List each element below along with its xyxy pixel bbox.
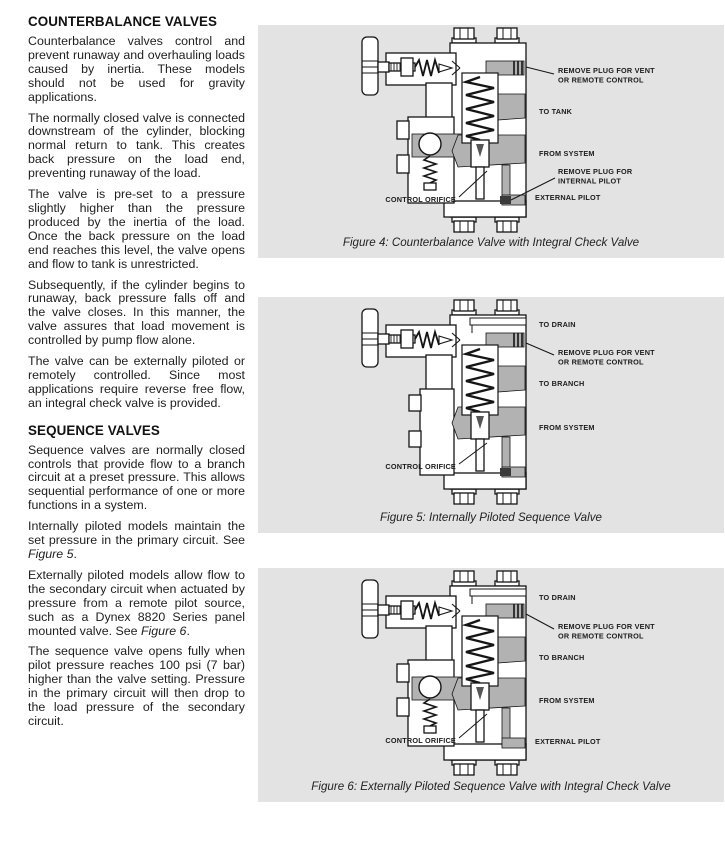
callout-external-pilot: EXTERNAL PILOT	[535, 193, 601, 202]
section-heading: SEQUENCE VALVES	[28, 422, 160, 438]
check-ball-icon	[419, 133, 441, 155]
valve-diagram	[258, 25, 724, 235]
poppet-stem	[476, 710, 484, 742]
figure-panel	[258, 297, 724, 533]
drain-channel	[470, 318, 526, 325]
body-neck	[426, 626, 452, 664]
figure-panel	[258, 25, 724, 258]
mounting-bolt-icon	[495, 300, 519, 315]
text-segment: The valve can be externally piloted or remotely controlled. Since most applications require reverse free flow, an integral check valve is provided.	[28, 354, 245, 410]
callout-from-system: FROM SYSTEM	[539, 149, 595, 158]
mounting-bolt-icon	[495, 489, 519, 504]
paragraph	[28, 279, 245, 349]
handle-stem	[378, 62, 389, 72]
callout-remove-plug-vent: REMOVE PLUG FOR VENT OR REMOTE CONTROL	[558, 66, 655, 85]
drain-channel	[470, 589, 526, 596]
paragraph	[28, 112, 245, 182]
body-neck	[426, 355, 452, 393]
callout-control-orifice: CONTROL ORIFICE	[385, 195, 456, 204]
text-segment: Counterbalance valves control and prevent runaway and overhauling loads caused by inertia. These models should not be used for gravity applications.	[28, 34, 245, 104]
mounting-bolt-icon	[452, 217, 476, 232]
mounting-bolt-icon	[452, 489, 476, 504]
locknut	[401, 601, 413, 619]
paragraph	[28, 444, 245, 514]
text-segment: The sequence valve opens fully when pilot pressure reaches 100 psi (7 bar) higher than the valve setting. Pressure in the primary circuit will then drop to the load pressure of the secondary circuit.	[28, 644, 245, 728]
text-segment: Subsequently, if the cylinder begins to runaway, back pressure falls off and the valve closes. In this manner, the valve assures that load movement is controlled by pump flow alone.	[28, 277, 245, 348]
body-ear	[409, 395, 421, 411]
mounting-bolt-icon	[495, 571, 519, 586]
internal-pilot-plug	[500, 468, 511, 476]
paragraph	[28, 569, 245, 639]
pilot-passage-horizontal	[502, 738, 525, 748]
adjust-handle-icon	[362, 37, 378, 95]
figure-reference: Figure 5	[28, 547, 74, 561]
text-segment: .	[186, 623, 190, 638]
callout-to-drain: TO DRAIN	[539, 593, 576, 602]
callout-from-system: FROM SYSTEM	[539, 696, 595, 705]
callout-control-orifice: CONTROL ORIFICE	[385, 462, 456, 471]
body-neck	[426, 83, 452, 121]
handle-stem	[378, 605, 389, 615]
text-segment: .	[73, 547, 77, 561]
callout-control-orifice: CONTROL ORIFICE	[385, 736, 456, 745]
text-segment: Sequence valves are normally closed controls that provide flow to a branch circuit at a preset pressure. This allows sequential performance of one or more functions in a system.	[28, 442, 245, 513]
mounting-bolt-icon	[452, 571, 476, 586]
text-segment: The normally closed valve is connected downstream of the cylinder, blocking normal return to tank. This creates back pressure on the load end, preventing runaway of the load.	[28, 110, 245, 181]
paragraph	[28, 520, 245, 562]
figure-caption: Figure 5: Internally Piloted Sequence Valve	[380, 511, 602, 524]
poppet-stem	[476, 167, 484, 199]
adjust-handle-icon	[362, 309, 378, 367]
check-screw	[424, 726, 436, 733]
text-segment: The valve is pre-set to a pressure slightly higher than the pressure produced by the inertia of the load. Once the back pressure on the load end reaches this level, the valve opens and flow to tank is unrestricted.	[28, 187, 245, 271]
mounting-bolt-icon	[452, 28, 476, 43]
callout-remove-plug-internal-pilot: REMOVE PLUG FOR INTERNAL PILOT	[558, 167, 633, 186]
article	[28, 6, 245, 736]
text-segment: Internally piloted models maintain the set pressure in the primary circuit. See	[28, 519, 245, 548]
callout-to-branch: TO BRANCH	[539, 379, 585, 388]
locknut	[401, 330, 413, 348]
section-heading: COUNTERBALANCE VALVES	[28, 14, 218, 29]
body-ear	[397, 664, 409, 682]
body-ear	[397, 698, 409, 716]
mounting-bolt-icon	[452, 760, 476, 775]
body-ear	[397, 121, 409, 139]
figure-caption: Figure 6: Externally Piloted Sequence Valve with Integral Check Valve	[311, 780, 671, 793]
callout-leader-line	[526, 343, 554, 355]
locknut	[401, 58, 413, 76]
mounting-bolt-icon	[495, 217, 519, 232]
callout-to-tank: TO TANK	[539, 107, 573, 116]
valve-diagram	[258, 568, 724, 778]
callout-from-system: FROM SYSTEM	[539, 423, 595, 432]
check-ball-icon	[419, 676, 441, 698]
callout-to-drain: TO DRAIN	[539, 320, 576, 329]
handle-stem	[378, 334, 389, 344]
mounting-bolt-icon	[495, 760, 519, 775]
adjust-handle-icon	[362, 580, 378, 638]
mounting-bolt-icon	[495, 28, 519, 43]
figure-panel	[258, 568, 724, 802]
figure-caption: Figure 4: Counterbalance Valve with Integral Check Valve	[342, 236, 640, 249]
check-screw	[424, 183, 436, 190]
internal-pilot-plug	[500, 196, 511, 204]
paragraph	[28, 188, 245, 271]
paragraph	[28, 35, 245, 105]
callout-leader-line	[526, 67, 554, 74]
body-ear	[397, 155, 409, 173]
paragraph	[28, 355, 245, 411]
callout-leader-line	[526, 614, 554, 629]
body-ear	[409, 431, 421, 447]
valve-diagram	[258, 297, 724, 507]
callout-to-branch: TO BRANCH	[539, 653, 585, 662]
poppet-stem	[476, 439, 484, 471]
text-segment: Externally piloted models allow flow to the secondary circuit when actuated by pressure from a remote pilot source, such as a Dynex 8820 Series panel mounted valve. See	[28, 567, 245, 638]
callout-remove-plug-vent: REMOVE PLUG FOR VENT OR REMOTE CONTROL	[558, 348, 655, 367]
mounting-bolt-icon	[452, 300, 476, 315]
paragraph	[28, 645, 245, 728]
callout-remove-plug-vent: REMOVE PLUG FOR VENT OR REMOTE CONTROL	[558, 622, 655, 641]
figure-reference: Figure 6	[140, 623, 187, 638]
callout-external-pilot: EXTERNAL PILOT	[535, 737, 601, 746]
